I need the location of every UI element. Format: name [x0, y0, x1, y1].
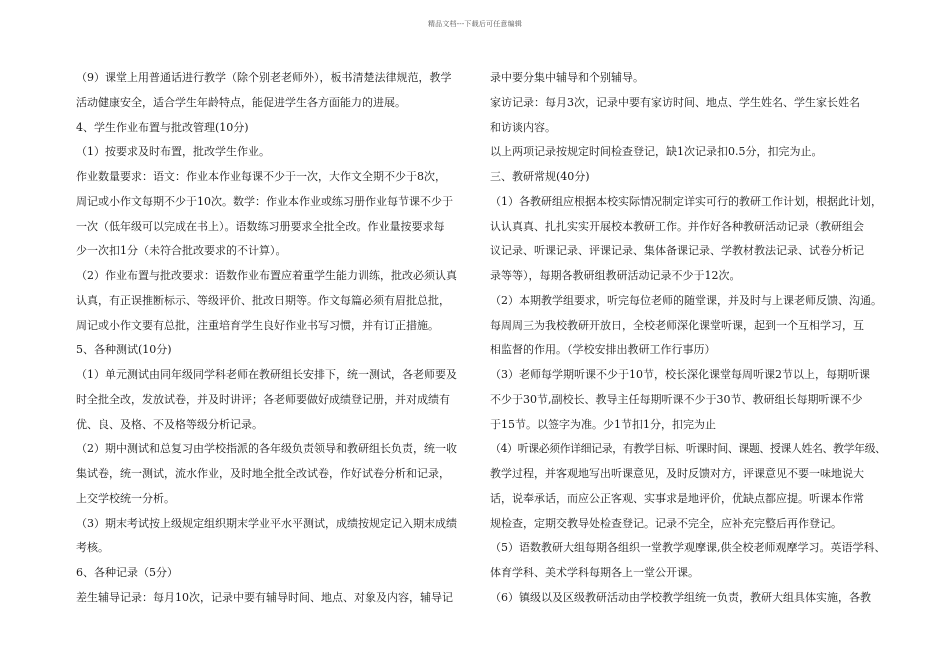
text-line: （2）作业布置与批改要求：语数作业布置应着重学生能力训练，批改必须认真 — [76, 269, 457, 282]
text-line: 议记录、听课记录、评课记录、集体备课记录、学教材教法记录、试卷分析记 — [490, 244, 864, 258]
text-line: 活动健康安全，适合学生年龄特点，能促进学生各方面能力的进展。 — [76, 95, 406, 109]
text-line: 差生辅导记录：每月10次，记录中要有辅导时间、地点、对象及内容，辅导记 — [76, 590, 453, 604]
text-line: 录中要分集中辅导和个别辅导。 — [490, 71, 644, 84]
text-line: 以上两项记录按规定时间检查登记，缺1次记录扣0.5分，扣完为止。 — [490, 145, 823, 159]
text-line: 优、良、及格、不及格等级分析记录。 — [76, 417, 263, 431]
text-line: 周记或小作文要有总批，注重培育学生良好作业书写习惯，并有订正措施。 — [76, 318, 439, 332]
text-line: 作业数量要求：语文：作业本作业每课不少于一次，大作文全期不少于8次， — [76, 170, 446, 183]
text-line: 6、各种记录（5分） — [76, 566, 178, 579]
left-column — [76, 72, 472, 617]
text-line: 考核。 — [76, 541, 109, 555]
text-line: （3）期末考试按上级规定组织期末学业平水平测试，成绩按规定记入期末成绩 — [76, 516, 457, 530]
text-line: 录等等），每期各教研组教研活动记录不少于12次。 — [490, 269, 741, 282]
text-line: 于15节。以签字为准。少1节扣1分，扣完为止 — [490, 417, 716, 431]
text-line: 家访记录：每月3次，记录中要有家访时间、地点、学生姓名、学生家长姓名 — [490, 95, 860, 109]
text-line: 规检查，定期交教导处检查登记。记录不完全，应补充完整后再作登记。 — [490, 516, 842, 530]
text-line: 4、学生作业布置与批改管理(10分) — [76, 120, 249, 134]
text-line: 不少于30节,副校长、教导主任每期听课不少于30节、教研组长每期听课不少 — [490, 392, 863, 406]
text-line: 认认真真、扎扎实实开展校本教研工作。并作好各种教研活动记录（教研组会 — [490, 219, 864, 233]
text-line: 体育学科、美术学科每期各上一堂公开课。 — [490, 566, 699, 579]
text-line: （5）语数教研大组每期各组织一堂教学观摩课,供全校老师观摩学习。英语学科、 — [490, 541, 886, 555]
text-line: （9）课堂上用普通话进行教学（除个别老老师外），板书清楚法律规范，教学 — [76, 71, 452, 84]
text-line: （1）各教研组应根据本校实际情况制定详实可行的教研工作计划，根据此计划， — [490, 194, 882, 208]
text-line: （2）期中测试和总复习由学校指派的各年级负责领导和教研组长负责，统一收 — [76, 442, 457, 456]
text-line: 每周周三为我校教研开放日，全校老师深化课堂听课，起到一个互相学习，互 — [490, 318, 864, 332]
text-line: 三、教研常规(40分) — [490, 170, 590, 183]
text-line: 集试卷，统一测试，流水作业，及时地全批全改试卷，作好试卷分析和记录， — [76, 467, 450, 480]
text-line: 时全批全改，发放试卷，并及时讲评；各老师要做好成绩登记册，并对成绩有 — [76, 392, 450, 406]
text-line: 5、各种测试(10分) — [76, 343, 172, 357]
text-line: （4）听课必须作详细记录，有教学目标、听课时间、课题、授课人姓名、教学年级、 — [490, 442, 886, 456]
text-line: 话，说奉承话，而应公正客观、实事求是地评价，优缺点都应提。听课本作常 — [490, 491, 864, 505]
text-line: 少一次扣1分（未符合批改要求的不计算）。 — [76, 244, 287, 258]
text-line: 上交学校统一分析。 — [76, 491, 175, 505]
text-line: （1）按要求及时布置，批改学生作业。 — [76, 145, 270, 159]
text-line: 相监督的作用。（学校安排出教研工作行事历） — [490, 343, 716, 357]
text-line: （1）单元测试由同年级同学科老师在教研组长安排下，统一测试，各老师要及 — [76, 368, 457, 381]
text-line: （2）本期教学组要求，听完每位老师的随堂课，并及时与上课老师反馈、沟通。 — [490, 293, 882, 307]
text-line: 教学过程，并客观地写出听课意见，及时反馈对方，评课意见不要一味地说大 — [490, 467, 864, 480]
text-line: 认真，有正误推断标示、等级评价、批改日期等。作文每篇必须有眉批总批， — [76, 293, 450, 307]
page-header: 精品文档---下载后可任意编辑 — [427, 20, 523, 28]
text-line: 和访谈内容。 — [490, 120, 556, 134]
text-line: （3）老师每学期听课不少于10节，校长深化课堂每周听课2节以上，每期听课 — [490, 368, 870, 381]
text-line: 周记或小作文每期不少于10次。数学：作业本作业或练习册作业每节课不少于 — [76, 194, 453, 208]
text-line: 一次（低年级可以完成在书上）。语数练习册要求全批全改。作业量按要求每 — [76, 219, 445, 233]
right-column — [490, 72, 886, 617]
text-line: （6）镇级以及区级教研活动由学校教学组统一负责，教研大组具体实施，各教 — [490, 590, 871, 604]
